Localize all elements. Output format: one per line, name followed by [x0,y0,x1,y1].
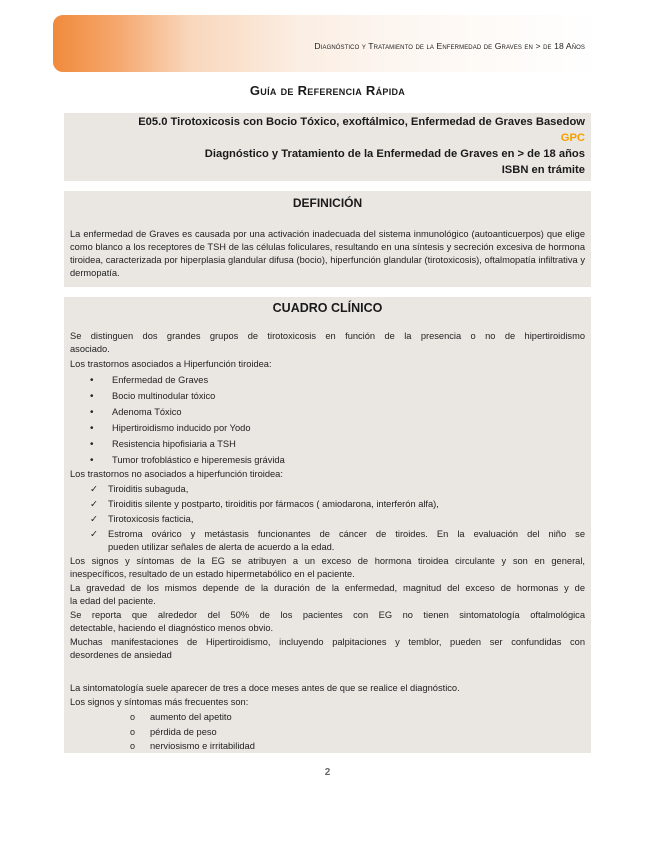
checkmark-icon: ✓ [90,514,98,525]
definition-title: DEFINICIÓN [292,196,363,210]
checkmark-icon: ✓ [90,499,98,510]
running-header: Diagnóstico y Tratamiento de la Enfermedad de Graves en > de 18 Años [314,41,585,51]
frequent-heading: Los signos y síntomas más frecuentes son: [70,697,249,707]
bullet-icon: • [90,407,94,418]
bullet-icon: • [90,423,94,434]
bullet-icon: • [90,391,94,402]
diagnosis-code-line: E05.0 Tirotoxicosis con Bocio Tóxico, exoftálmico, Enfermedad de Graves Basedow [138,116,585,128]
body-line: Se reporta que alrededor del 50% de los pacientes con EG no tienen sintomatología oftalmológica [70,610,585,620]
intro-line: Se distinguen dos grandes grupos de tirotoxicosis en función de la presencia o no de hipertiroidismo [70,331,585,341]
circle-bullet-icon: o [130,741,136,751]
body-line: inespecíficos, resultado de un estado hipermetabólico en el paciente. [70,569,355,579]
page-number: 2 [324,767,331,778]
no-hiper-heading: Los trastornos no asociados a hiperfunción tiroidea: [70,469,283,479]
checkmark-icon: ✓ [90,484,98,495]
code-box [64,113,591,181]
definition-text: La enfermedad de Graves es causada por una activación inadecuada del sistema inmunológico (autoanticuerpos) que elige como blanco a los receptores de TSH de las células foliculares, resultando en una síntesis y secreción excesiva de hormona tiroidea, caracterizada por hiperplasia glandular difusa (bocio), hiperfunción glandular (tirotoxicosis), oftalmopatía infiltrativa y dermopatía. [70,229,585,278]
bullet-icon: • [90,375,94,386]
bullet-icon: • [90,439,94,450]
body-line: desordenes de ansiedad [70,650,172,660]
list-item-continuation: pueden utilizar señales de alerta de acuerdo a la edad. [108,542,335,552]
clinical-section: CUADRO CLÍNICO Se distinguen dos grandes grupos de tirotoxicosis en función de la presencia o no de hipertiroidismo asociado. Los trastornos asociados a Hiperfunción tiroidea: • Enfermedad de Graves • Bocio multinodular tóxico • Adenoma Tóxico • Hipertiroidismo inducido por Yodo • Resistencia hipofisiaria a TSH • Tumor trofoblástico e hiperemesis grávida Los trastornos no asociados a hiperfunción tiroidea: ✓ Tiroiditis subaguda, ✓ Tiroiditis silente y postparto, tiroiditis por fármacos ( amiodarona, interferón alfa), ✓ Tirotoxicosis facticia, ✓ Estroma ovárico y metástasis funcionantes de cáncer de tiroides. En la evaluación del niño se pueden utilizar señales de alerta de acuerdo a la edad. Los signos y síntomas de la EG se atribuyen a un exceso de hormona tiroidea circulante y son en general, inespecíficos, resultado de un estado hipermetabólico en el paciente. La gravedad de los mismos depende de la duración de la enfermedad, magnitud del exceso de hormonas y de la edad del paciente. Se reporta que alrededor del 50% de los pacientes con EG no tienen sintomatología oftalmológica detectable, haciendo el diagnóstico menos obvio. Muchas manifestaciones de Hipertiroidismo, incluyendo palpitaciones y temblor, pueden ser confundidas con desordenes de ansiedad La sintomatología suele aparecer de tres a doce meses antes de que se realice el diagnóstico. Los signos y síntomas más frecuentes son: o aumento del apetito o pérdida de peso o nerviosismo e irritabilidad [64,297,591,753]
bullet-icon: • [90,455,94,466]
isbn-line: ISBN en trámite [501,164,585,176]
body-line: Los signos y síntomas de la EG se atribuyen a un exceso de hormona tiroidea circulante y son en general, [70,556,585,566]
body-line: detectable, haciendo el diagnóstico menos obvio. [70,623,274,633]
gpc-label: GPC [560,132,585,144]
gpc-title: Diagnóstico y Tratamiento de la Enfermedad de Graves en > de 18 años [204,148,585,160]
body-line: Muchas manifestaciones de Hipertiroidismo, incluyendo palpitaciones y temblor, pueden ser confundidas con [70,637,585,647]
definition-section [64,191,591,287]
onset-line: La sintomatología suele aparecer de tres a doce meses antes de que se realice el diagnóstico. [70,683,460,693]
intro-line: asociado. [70,344,110,354]
hiper-heading: Los trastornos asociados a Hiperfunción tiroidea: [70,359,272,369]
circle-bullet-icon: o [130,712,136,722]
body-line: la edad del paciente. [70,596,156,606]
checkmark-icon: ✓ [90,529,98,540]
clinical-title: CUADRO CLÍNICO [272,301,383,315]
body-line: La gravedad de los mismos depende de la duración de la enfermedad, magnitud del exceso de hormonas y de [70,583,585,593]
circle-bullet-icon: o [130,727,136,737]
guide-title: Guía de Referencia Rápida [249,83,406,98]
